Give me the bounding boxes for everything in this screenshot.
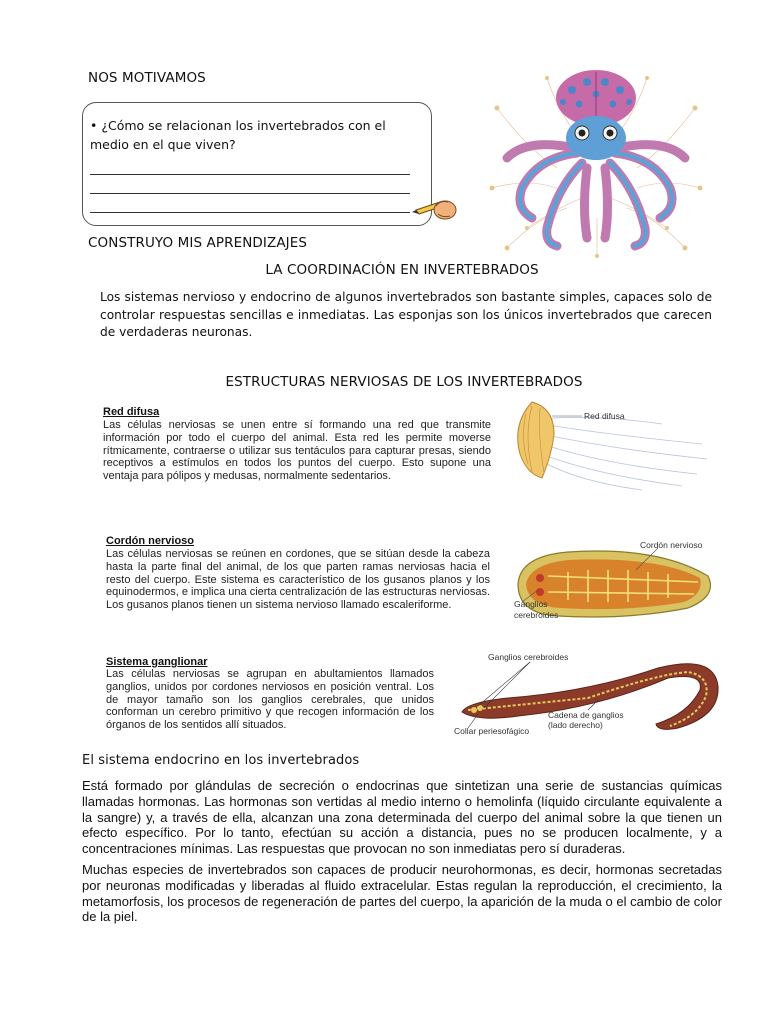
figure-label-cordon: Cordón nervioso xyxy=(640,540,703,550)
question-text: • ¿Cómo se relacionan los invertebrados con el medio en el que viven? xyxy=(90,118,386,152)
endocrine-title: El sistema endocrino en los invertebrados xyxy=(82,753,360,768)
figure-label-ganglios-cerebroides: Ganglios cerebroides xyxy=(488,652,569,662)
answer-line[interactable] xyxy=(90,174,410,175)
figure-label-lado-derecho: (lado derecho) xyxy=(548,720,603,730)
structures-title: ESTRUCTURAS NERVIOSAS DE LOS INVERTEBRADOS xyxy=(225,374,583,390)
figure-label-red-difusa: Red difusa xyxy=(584,411,625,421)
flatworm-figure xyxy=(508,536,722,630)
sistema-ganglionar-body: Las células nerviosas se agrupan en abultamientos llamados ganglios, unidos por cordones nerviosos en posición ventral. Los de mayor tamaño son los ganglios cerebrales, que unidos conforman un cerebro primitivo y que recogen información de los órganos de los sentidos allí situados. xyxy=(106,668,434,732)
motivation-heading: NOS MOTIVAMOS xyxy=(88,70,206,86)
figure-label-ganglios: Ganglios xyxy=(514,599,548,609)
figure-label-cerebroides: cerebroides xyxy=(514,610,559,620)
section-title: LA COORDINACIÓN EN INVERTEBRADOS xyxy=(265,262,539,278)
answer-line[interactable] xyxy=(90,193,410,194)
figure-label-cadena: Cadena de ganglios xyxy=(548,710,624,720)
red-difusa-body: Las células nerviosas se unen entre sí formando una red que transmite información por todo el cuerpo del animal. Esta red les permite moverse rítmicamente, contraerse o utilizar sus tentáculos para capturar presas, siendo receptivos a estímulos en todos los puntos del cuerpo. Esto supone una ventaja para pólipos y medusas, normalmente sedentarios. xyxy=(103,419,491,483)
sistema-ganglionar-title: Sistema ganglionar xyxy=(106,656,208,668)
red-difusa-title: Red difusa xyxy=(103,406,160,418)
earthworm-figure xyxy=(448,646,728,740)
cordon-nervioso-title: Cordón nervioso xyxy=(106,535,195,547)
answer-line[interactable] xyxy=(90,212,410,213)
learning-heading: CONSTRUYO MIS APRENDIZAJES xyxy=(88,235,308,251)
octopus-illustration xyxy=(487,68,705,258)
intro-paragraph: Los sistemas nervioso y endocrino de algunos invertebrados son bastante simples, capaces solo de controlar respuestas sencillas e inmediatas. Las esponjas son los únicos invertebrados que carecen de verdaderas neuronas. xyxy=(100,290,712,339)
writing-hand-icon xyxy=(410,190,458,224)
jellyfish-figure xyxy=(502,394,720,492)
cordon-nervioso-body: Las células nerviosas se reúnen en cordones, que se sitúan desde la cabeza hasta la parte final del animal, de los que parten ramas nerviosas hacia el resto del cuerpo. Este sistema es característico de los gusanos planos y los equinodermos, e implica una cierta centralización de las estructuras nerviosas. Los gusanos planos tienen un sistema nervioso llamado escaleriforme. xyxy=(106,548,490,612)
endocrine-paragraph-2: Muchas especies de invertebrados son capaces de producir neurohormonas, es decir, hormonas secretadas por neuronas modificadas y liberadas al fluido extracelular. Estas regulan la reproducción, el crecimiento, la metamorfosis, los procesos de regeneración de partes del cuerpo, la aparición de la muda o el cambio de color de la piel. xyxy=(82,862,722,925)
figure-label-collar: Collar periesofágico xyxy=(454,726,530,736)
endocrine-paragraph-1: Está formado por glándulas de secreción o endocrinas que sintetizan una serie de sustancias químicas llamadas hormonas. Las hormonas son vertidas al medio interno o hemolinfa (líquido circulante equivalente a la sangre) y, a través de ella, alcanzan una zona determinada del cuerpo del animal sobre la que tienen un efecto específico. Por lo tanto, efectúan su acción a distancia, pues no se producen localmente, y a concentraciones mínimas. Las respuestas que provocan no son inmediatas pero sí duraderas. xyxy=(82,778,722,857)
